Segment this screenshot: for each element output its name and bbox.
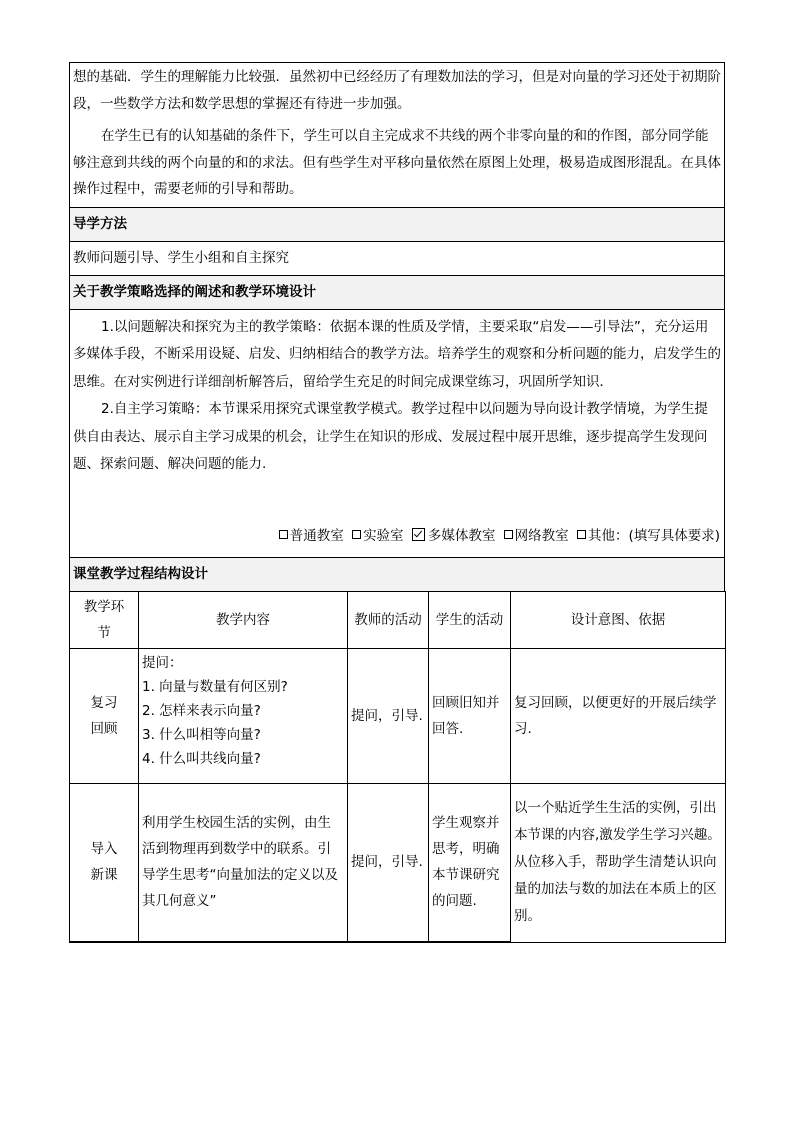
strategy-paragraph-2: 2.自主学习策略：本节课采用探究式课堂教学模式。教学过程中以问题为导向设计教学情境，为学生提供自由表达、展示自主学习成果的机会，让学生在知识的形成、发展过程中展开思维，逐步提高学生发现问题、探索问题、解决问题的能力. <box>73 401 708 472</box>
analysis-paragraph-2: 在学生已有的认知基础的条件下，学生可以自主完成求不共线的两个非零向量的和的作图，部分同学能够注意到共线的两个向量的和的求法。但有些学生对平移向量依然在原图上处理，极易造成图形混乱。在具体操作过程中，需要老师的引导和帮助。 <box>73 128 721 197</box>
lesson-plan-page <box>69 62 725 943</box>
strategy-heading: 关于教学策略选择的阐述和教学环境设计 <box>70 275 724 309</box>
row2-teacher: 提问，引导. <box>348 783 429 942</box>
row1-content <box>139 648 348 783</box>
env-network[interactable]: 网络教室 <box>504 528 569 544</box>
checkbox-empty-icon <box>352 530 361 539</box>
environment-options <box>279 523 720 551</box>
method-heading: 导学方法 <box>70 207 724 241</box>
header-student: 学生的活动 <box>429 591 511 648</box>
header-teacher: 教师的活动 <box>348 591 429 648</box>
env-ordinary[interactable]: 普通教室 <box>279 528 344 544</box>
list-item: 3. 什么叫相等向量? <box>142 726 261 743</box>
table-row <box>70 648 726 783</box>
checkbox-empty-icon <box>577 530 586 539</box>
row2-stage: 导入新课 <box>70 783 139 942</box>
table-header-row <box>70 591 726 648</box>
strategy-paragraph-1: 1.以问题解决和探究为主的教学策略：依据本课的性质及学情，主要采取“启发——引导法”，充分运用多媒体手段，不断采用设疑、启发、归纳相结合的教学方法。培养学生的观察和分析问题的能力，启发学生的思维。在对实例进行详细剖析解答后，留给学生充足的时间完成课堂练习，巩固所学知识． <box>73 318 721 390</box>
row1-student: 回顾旧知并回答. <box>429 648 511 783</box>
row2-content: 利用学生校园生活的实例，由生活到物理再到数学中的联系。引导学生思考“向量加法的定义以及其几何意义” <box>139 783 348 942</box>
table-row <box>70 783 726 942</box>
list-item: 1. 向量与数量有何区别? <box>142 678 288 695</box>
header-content: 教学内容 <box>139 591 348 648</box>
list-item: 4. 什么叫共线向量? <box>142 750 261 767</box>
env-multimedia[interactable]: 多媒体教室 <box>412 528 496 544</box>
checkbox-empty-icon <box>504 530 513 539</box>
lesson-plan-box <box>69 62 725 591</box>
header-intent: 设计意图、依据 <box>511 591 726 648</box>
strategy-section <box>70 309 724 557</box>
list-item: 2. 怎样来表示向量? <box>142 702 261 719</box>
env-other[interactable]: 其他：(填写具体要求) <box>577 528 720 544</box>
process-table <box>69 591 726 944</box>
row2-intent: 以一个贴近学生生活的实例，引出本节课的内容,激发学生学习兴趣。从位移入手，帮助学生清楚认识向量的加法与数的加法在本质上的区别。 <box>511 783 726 942</box>
row2-student: 学生观察并思考，明确本节课研究的问题. <box>429 783 511 942</box>
row1-teacher: 提问，引导. <box>348 648 429 783</box>
row1-stage: 复习回顾 <box>70 648 139 783</box>
analysis-paragraph-1: 想的基础．学生的理解能力比较强．虽然初中已经经历了有理数加法的学习，但是对向量的学习还处于初期阶段，一些数学方法和数学思想的掌握还有待进一步加强。 <box>73 69 721 112</box>
student-analysis-section <box>70 63 724 207</box>
header-stage: 教学环节 <box>70 591 139 648</box>
env-lab[interactable]: 实验室 <box>352 528 404 544</box>
process-heading: 课堂教学过程结构设计 <box>70 557 724 591</box>
row1-intent: 复习回顾，以便更好的开展后续学习. <box>511 648 726 783</box>
checkbox-checked-icon <box>412 528 425 541</box>
checkbox-empty-icon <box>279 530 288 539</box>
row1-content-title: 提问： <box>142 654 183 671</box>
method-text: 教师问题引导、学生小组和自主探究 <box>70 241 724 275</box>
